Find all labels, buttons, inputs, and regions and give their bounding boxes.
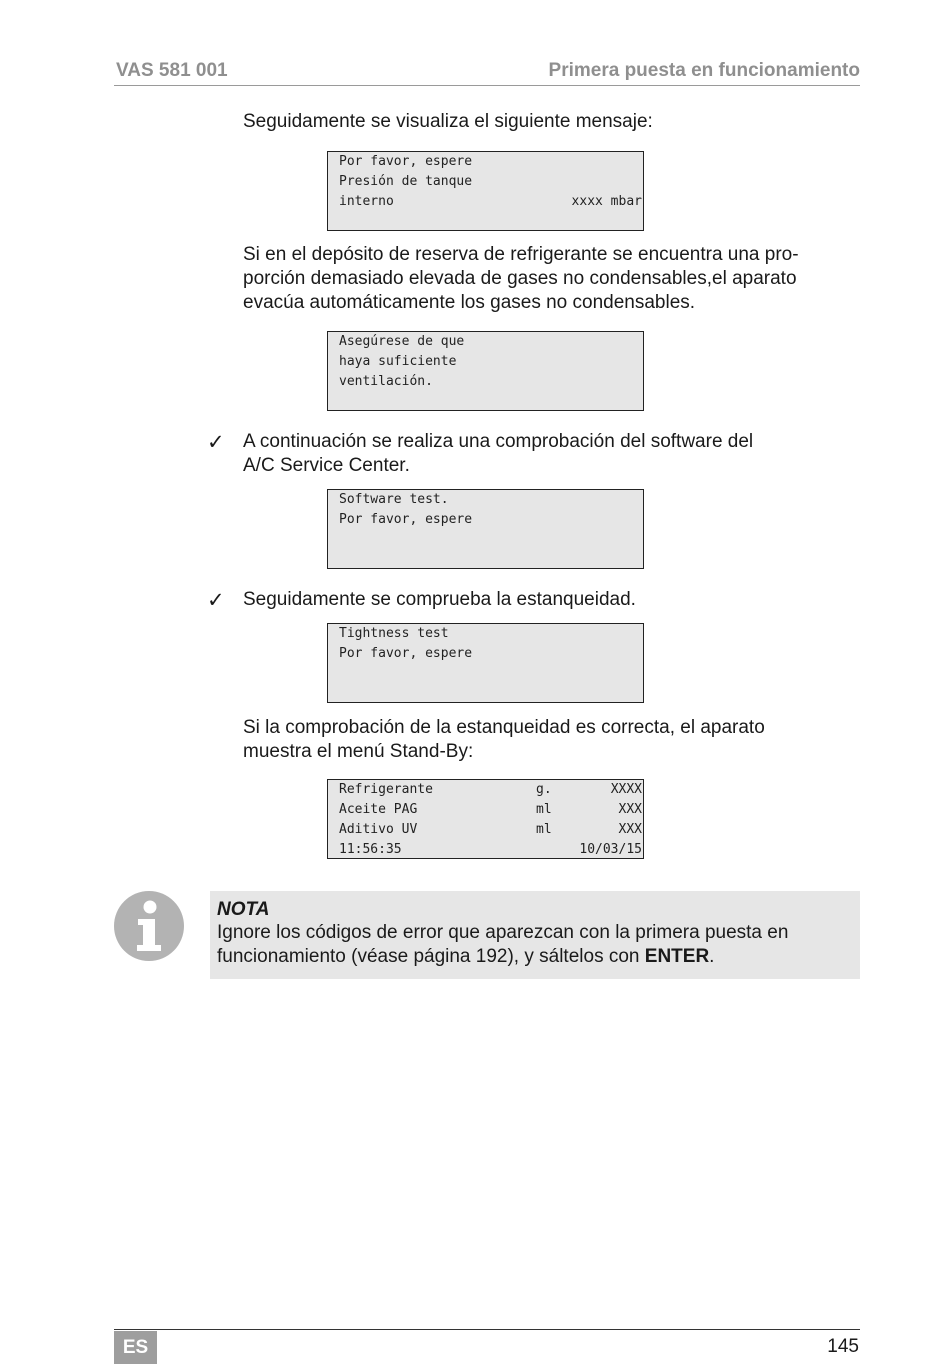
lcd-row-unit: ml: [536, 802, 552, 817]
checkmark-icon: ✓: [207, 588, 225, 612]
lcd-line: haya suficiente: [339, 354, 457, 369]
lcd-line: interno: [339, 194, 394, 209]
lcd-row-value: XXX: [618, 802, 642, 817]
paragraph-standby: [243, 716, 843, 764]
lcd-screen-ventilation: [327, 331, 644, 411]
info-icon: [114, 891, 184, 961]
text-line: [217, 945, 847, 969]
note-text: [217, 921, 847, 969]
lcd-row-unit: g.: [536, 782, 552, 797]
lcd-line: Por favor, espere: [339, 154, 473, 169]
lcd-row-value: XXXX: [610, 782, 642, 797]
lcd-screen-software-test: [327, 489, 644, 569]
text-line: A continuación se realiza una comprobación del software del: [243, 431, 754, 452]
note-box: [210, 891, 860, 979]
text-fragment: funcionamiento (véase página 192), y sáltelos con: [217, 946, 645, 967]
lcd-line: Por favor, espere: [339, 646, 473, 661]
note-title: NOTA: [217, 899, 270, 920]
section-title: Primera puesta en funcionamiento: [548, 60, 860, 81]
paragraph-gases: [243, 243, 843, 315]
lcd-line: ventilación.: [339, 374, 433, 389]
lcd-row-label: Aditivo UV: [339, 822, 418, 837]
text-line: Ignore los códigos de error que aparezcan con la primera puesta en: [217, 922, 789, 943]
text-fragment: .: [709, 946, 715, 967]
lcd-row-label: Aceite PAG: [339, 802, 418, 817]
lcd-date: 10/03/15: [579, 842, 642, 857]
lcd-row-unit: ml: [536, 822, 552, 837]
lcd-row-value: XXX: [618, 822, 642, 837]
text-line: muestra el menú Stand-By:: [243, 741, 474, 762]
page-header: [114, 60, 860, 86]
lcd-screen-tightness: [327, 623, 644, 703]
text-line: A/C Service Center.: [243, 455, 410, 476]
language-badge: ES: [114, 1331, 157, 1364]
page-number: 145: [827, 1336, 859, 1357]
lcd-row-label: Refrigerante: [339, 782, 433, 797]
lcd-line: Por favor, espere: [339, 512, 473, 527]
lcd-screen-pressure: [327, 151, 644, 231]
text-line: Si en el depósito de reserva de refrigerante se encuentra una pro-: [243, 244, 799, 265]
lcd-line: Tightness test: [339, 626, 449, 641]
intro-text: Seguidamente se visualiza el siguiente mensaje:: [243, 111, 653, 132]
lcd-line: Software test.: [339, 492, 449, 507]
checkmark-icon: ✓: [207, 430, 225, 454]
text-line: Si la comprobación de la estanqueidad es correcta, el aparato: [243, 717, 765, 738]
step-software-check: [243, 430, 843, 478]
enter-key-label: ENTER: [644, 946, 710, 967]
lcd-screen-standby-menu: [327, 779, 644, 859]
lcd-line: Presión de tanque: [339, 174, 473, 189]
text-line: evacúa automáticamente los gases no condensables.: [243, 292, 696, 313]
lcd-time: 11:56:35: [339, 842, 402, 857]
step-tightness: Seguidamente se comprueba la estanqueidad.: [243, 589, 636, 610]
lcd-line: Asegúrese de que: [339, 334, 465, 349]
lcd-pressure-value: xxxx mbar: [571, 194, 642, 209]
footer-rule: [114, 1329, 860, 1330]
text-line: porción demasiado elevada de gases no condensables,el aparato: [243, 268, 797, 289]
doc-code: VAS 581 001: [116, 60, 228, 81]
